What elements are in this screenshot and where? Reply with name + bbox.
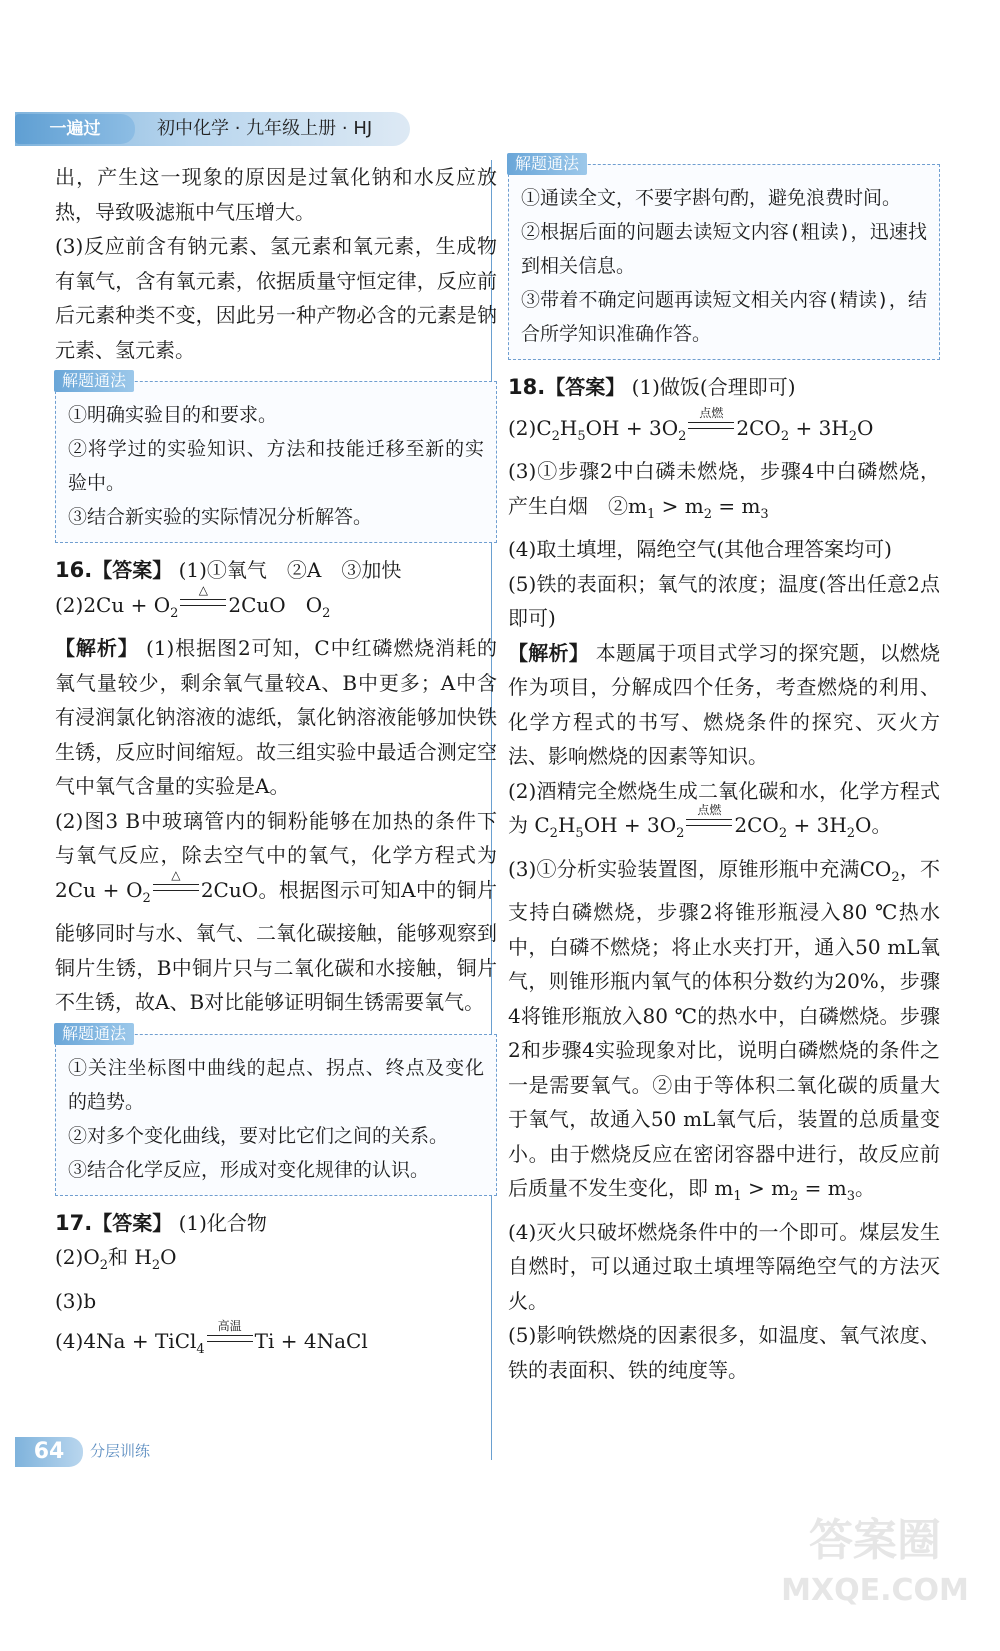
eq-part: OH + 3O <box>583 813 677 837</box>
answer-text: (1)做饭(合理即可) <box>631 375 796 399</box>
eq-sub: 5 <box>575 826 584 841</box>
tip-line: ①明确实验目的和要求。 <box>68 404 278 426</box>
right-column <box>508 154 941 1387</box>
analysis-line <box>508 774 940 852</box>
tip-line: ①通读全文，不要字斟句酌，避免浪费时间。 <box>521 187 902 209</box>
eq-part: > m <box>655 493 704 518</box>
eq-sub: 3 <box>846 1189 856 1204</box>
analysis-line: (4)灭火只破坏燃烧条件中的一个即可。煤层发生自燃时，可以通过取土填埋等隔绝空气的方法灭火。 <box>508 1219 940 1313</box>
eq-part: = m <box>798 1176 847 1200</box>
analysis-tag: 【解析】 <box>55 636 139 660</box>
analysis-text: (2)酒精完全燃烧生成二氧化碳和水，化学方程式为 C <box>508 778 940 837</box>
tip-box <box>55 1023 497 1196</box>
eq-sub: 2 <box>790 1189 799 1204</box>
tip-box <box>508 154 940 360</box>
tip-line: ③结合新实验的实际情况分析解答。 <box>68 506 373 528</box>
eq-sub: 2 <box>891 869 900 885</box>
tip-line: ②将学过的实验知识、方法和技能迁移至新的实验中。 <box>68 438 484 494</box>
eq-sub: 2 <box>678 428 687 444</box>
answer-tag: 【答案】 <box>92 558 173 582</box>
answer-tag: 【答案】 <box>545 375 626 399</box>
eq-part: + 3H <box>787 813 847 837</box>
tip-line: ②对多个变化曲线，要对比它们之间的关系。 <box>68 1124 449 1147</box>
answer-line <box>508 454 940 532</box>
reaction-arrow <box>207 1319 253 1348</box>
eq-sub: 2 <box>848 428 858 444</box>
eq-sub: 5 <box>577 428 586 444</box>
analysis-line <box>508 852 940 1215</box>
reaction-arrow <box>153 867 199 897</box>
answer-line: (4)取土填埋，隔绝空气(其他合理答案均可) <box>508 537 892 561</box>
question-number: 16. <box>55 558 93 582</box>
eq-sub: 3 <box>760 506 769 522</box>
eq-part: (2)O <box>55 1245 100 1269</box>
eq-sub: 2 <box>322 605 331 621</box>
watermark-logo <box>780 1511 970 1631</box>
answer-line <box>55 553 497 588</box>
eq-part: 2CO <box>736 415 781 440</box>
tip-line: ③带着不确定问题再读短文相关内容(精读)，结合所学知识准确作答。 <box>521 289 927 345</box>
analysis-text: (1)根据图2可知，C中红磷燃烧消耗的氧气量较少，剩余氧气量较A、B中更多；A中含有浸润氯化钠溶液的滤纸，氯化钠溶液能够加快铁生锈，反应时间缩短。故三组实验中最适合测定空气中氧气含量的实验是A。 <box>55 636 498 798</box>
brand-logo: 一遍过 <box>15 114 135 144</box>
analysis-line <box>55 804 497 1020</box>
reaction-condition: 高温 <box>217 1319 242 1333</box>
eq-part: = m <box>711 493 761 518</box>
question-number: 17. <box>55 1210 93 1235</box>
eq-part: > m <box>741 1176 791 1200</box>
eq-part: 和 H <box>108 1245 152 1269</box>
reaction-arrow <box>688 405 734 435</box>
tip-line: ③结合化学反应，形成对变化规律的认识。 <box>68 1158 430 1181</box>
equation-line <box>55 1319 497 1368</box>
answer-line: (3)b <box>55 1288 97 1313</box>
footer-label: 分层训练 <box>90 1442 151 1460</box>
eq-part: Ti + 4NaCl <box>254 1329 368 1353</box>
analysis-text: 本题属于项目式学习的探究题，以燃烧作为项目，分解成四个任务，考查燃烧的利用、化学方程式的书写、燃烧条件的探究、灭火方法、影响燃烧的因素等知识。 <box>508 640 941 768</box>
analysis-line: (5)影响铁燃烧的因素很多，如温度、氧气浓度、铁的表面积、铁的纯度等。 <box>508 1323 940 1382</box>
eq-part: O。 <box>855 813 892 837</box>
watermark-text: MXQE.COM <box>781 1573 969 1608</box>
eq-part: (4)4Na + TiCl <box>55 1329 197 1353</box>
eq-sub: 1 <box>646 506 656 522</box>
analysis-text: (3)①分析实验装置图，原锥形瓶中充满CO <box>508 856 892 881</box>
answer-line: (5)铁的表面积；氧气的浓度；温度(答出任意2点即可) <box>508 571 940 630</box>
paragraph: 出，产生这一现象的原因是过氧化钠和水反应放热，导致吸滤瓶中气压增大。 <box>55 165 497 224</box>
equation-line <box>55 582 497 632</box>
eq-part: H <box>557 813 576 837</box>
eq-part: (2)C <box>508 415 552 440</box>
page-number: 64 <box>15 1437 83 1467</box>
eq-sub: 2 <box>780 428 790 444</box>
question-number: 18. <box>508 375 546 399</box>
analysis-text: ，不支持白磷燃烧，步骤2将锥形瓶浸入80 ℃热水中，白磷不燃烧；将止水夹打开，通入50 mL氧气，则锥形瓶内氧气的体积分数约为20%，步骤4将锥形瓶放入80 ℃的热水中，白磷燃烧。步骤2和步骤4实验现象对比，说明白磷燃烧的条件之一是需要氧气。②由于等体积二氧化碳的质量大于氧气，故通入50 mL氧气后，装置的总质量变小。由于燃烧反应在密闭容器中进行，故反应前后质量不发生变化，即 m <box>508 856 941 1200</box>
tip-tag: 解题通法 <box>54 370 134 392</box>
eq-part: OH + 3O <box>585 415 679 440</box>
equation-line <box>508 405 940 455</box>
reaction-arrow <box>180 582 226 612</box>
eq-sub: 2 <box>142 890 151 906</box>
eq-sub: 2 <box>170 605 179 621</box>
reaction-condition: △ <box>171 867 181 882</box>
tip-line: ②根据后面的问题去读短文内容(粗读)，迅速找到相关信息。 <box>521 221 927 277</box>
reaction-condition: 点燃 <box>697 803 722 817</box>
tip-line: ①关注坐标图中曲线的起点、拐点、终点及变化的趋势。 <box>68 1056 484 1113</box>
page-header <box>15 112 410 146</box>
answer-line <box>55 1240 497 1284</box>
reaction-condition: △ <box>198 582 208 597</box>
eq-sub: 2 <box>778 826 788 841</box>
eq-sub: 2 <box>676 826 685 841</box>
watermark-text: 答案圈 <box>809 1515 941 1566</box>
analysis-text: 2CuO。根据图示可知A中的铜片能够同时与水、氧气、二氧化碳接触，能够观察到铜片生锈，B中铜片只与二氧化碳和水接触，铜片不生锈，故A、B对比能够证明铜生锈需要氧气。 <box>55 877 498 1014</box>
analysis-line <box>508 636 940 774</box>
eq-sub: 2 <box>551 428 560 444</box>
eq-part: O <box>160 1245 177 1269</box>
eq-part: 2CuO O <box>228 592 323 617</box>
tip-tag: 解题通法 <box>54 1023 134 1045</box>
eq-sub: 1 <box>733 1189 742 1204</box>
reaction-condition: 点燃 <box>699 405 724 420</box>
answer-text: (1)①氧气 ②A ③加快 <box>178 558 402 582</box>
tip-box <box>55 371 497 543</box>
analysis-tag: 【解析】 <box>508 640 590 665</box>
answer-text: (1)化合物 <box>178 1210 267 1235</box>
eq-sub: 2 <box>549 826 558 841</box>
analysis-text: (2)图3 B中玻璃管内的铜粉能够在加热的条件下与氧气反应，除去空气中的氧气，化学方程式为2Cu + O <box>55 808 497 902</box>
eq-sub: 4 <box>196 1342 205 1357</box>
answer-text: (3)①步骤2中白磷未燃烧，步骤4中白磷燃烧，产生白烟 ②m <box>508 459 940 518</box>
eq-sub: 2 <box>151 1258 161 1273</box>
paragraph: (3)反应前含有钠元素、氢元素和氧元素，生成物有氧气，含有氧元素，依据质量守恒定律，反应前后元素种类不变，因此另一种产物必含的元素是钠元素、氢元素。 <box>55 234 497 362</box>
eq-part: 2CO <box>734 813 779 837</box>
eq-part: (2)2Cu + O <box>55 592 171 617</box>
answer-tag: 【答案】 <box>92 1210 173 1235</box>
eq-part: + 3H <box>789 415 849 440</box>
eq-part: 。 <box>855 1176 876 1200</box>
analysis-line <box>55 631 497 804</box>
answer-line <box>55 1206 497 1241</box>
answer-line <box>508 370 940 405</box>
reaction-arrow <box>686 803 732 832</box>
eq-part: O <box>857 415 874 440</box>
left-column <box>55 160 497 1368</box>
book-title: 初中化学 · 九年级上册 · HJ <box>157 118 373 139</box>
eq-sub: 2 <box>99 1258 109 1273</box>
eq-sub: 2 <box>703 506 712 522</box>
eq-part: H <box>559 415 578 440</box>
eq-sub: 2 <box>846 826 856 841</box>
tip-tag: 解题通法 <box>507 153 587 175</box>
